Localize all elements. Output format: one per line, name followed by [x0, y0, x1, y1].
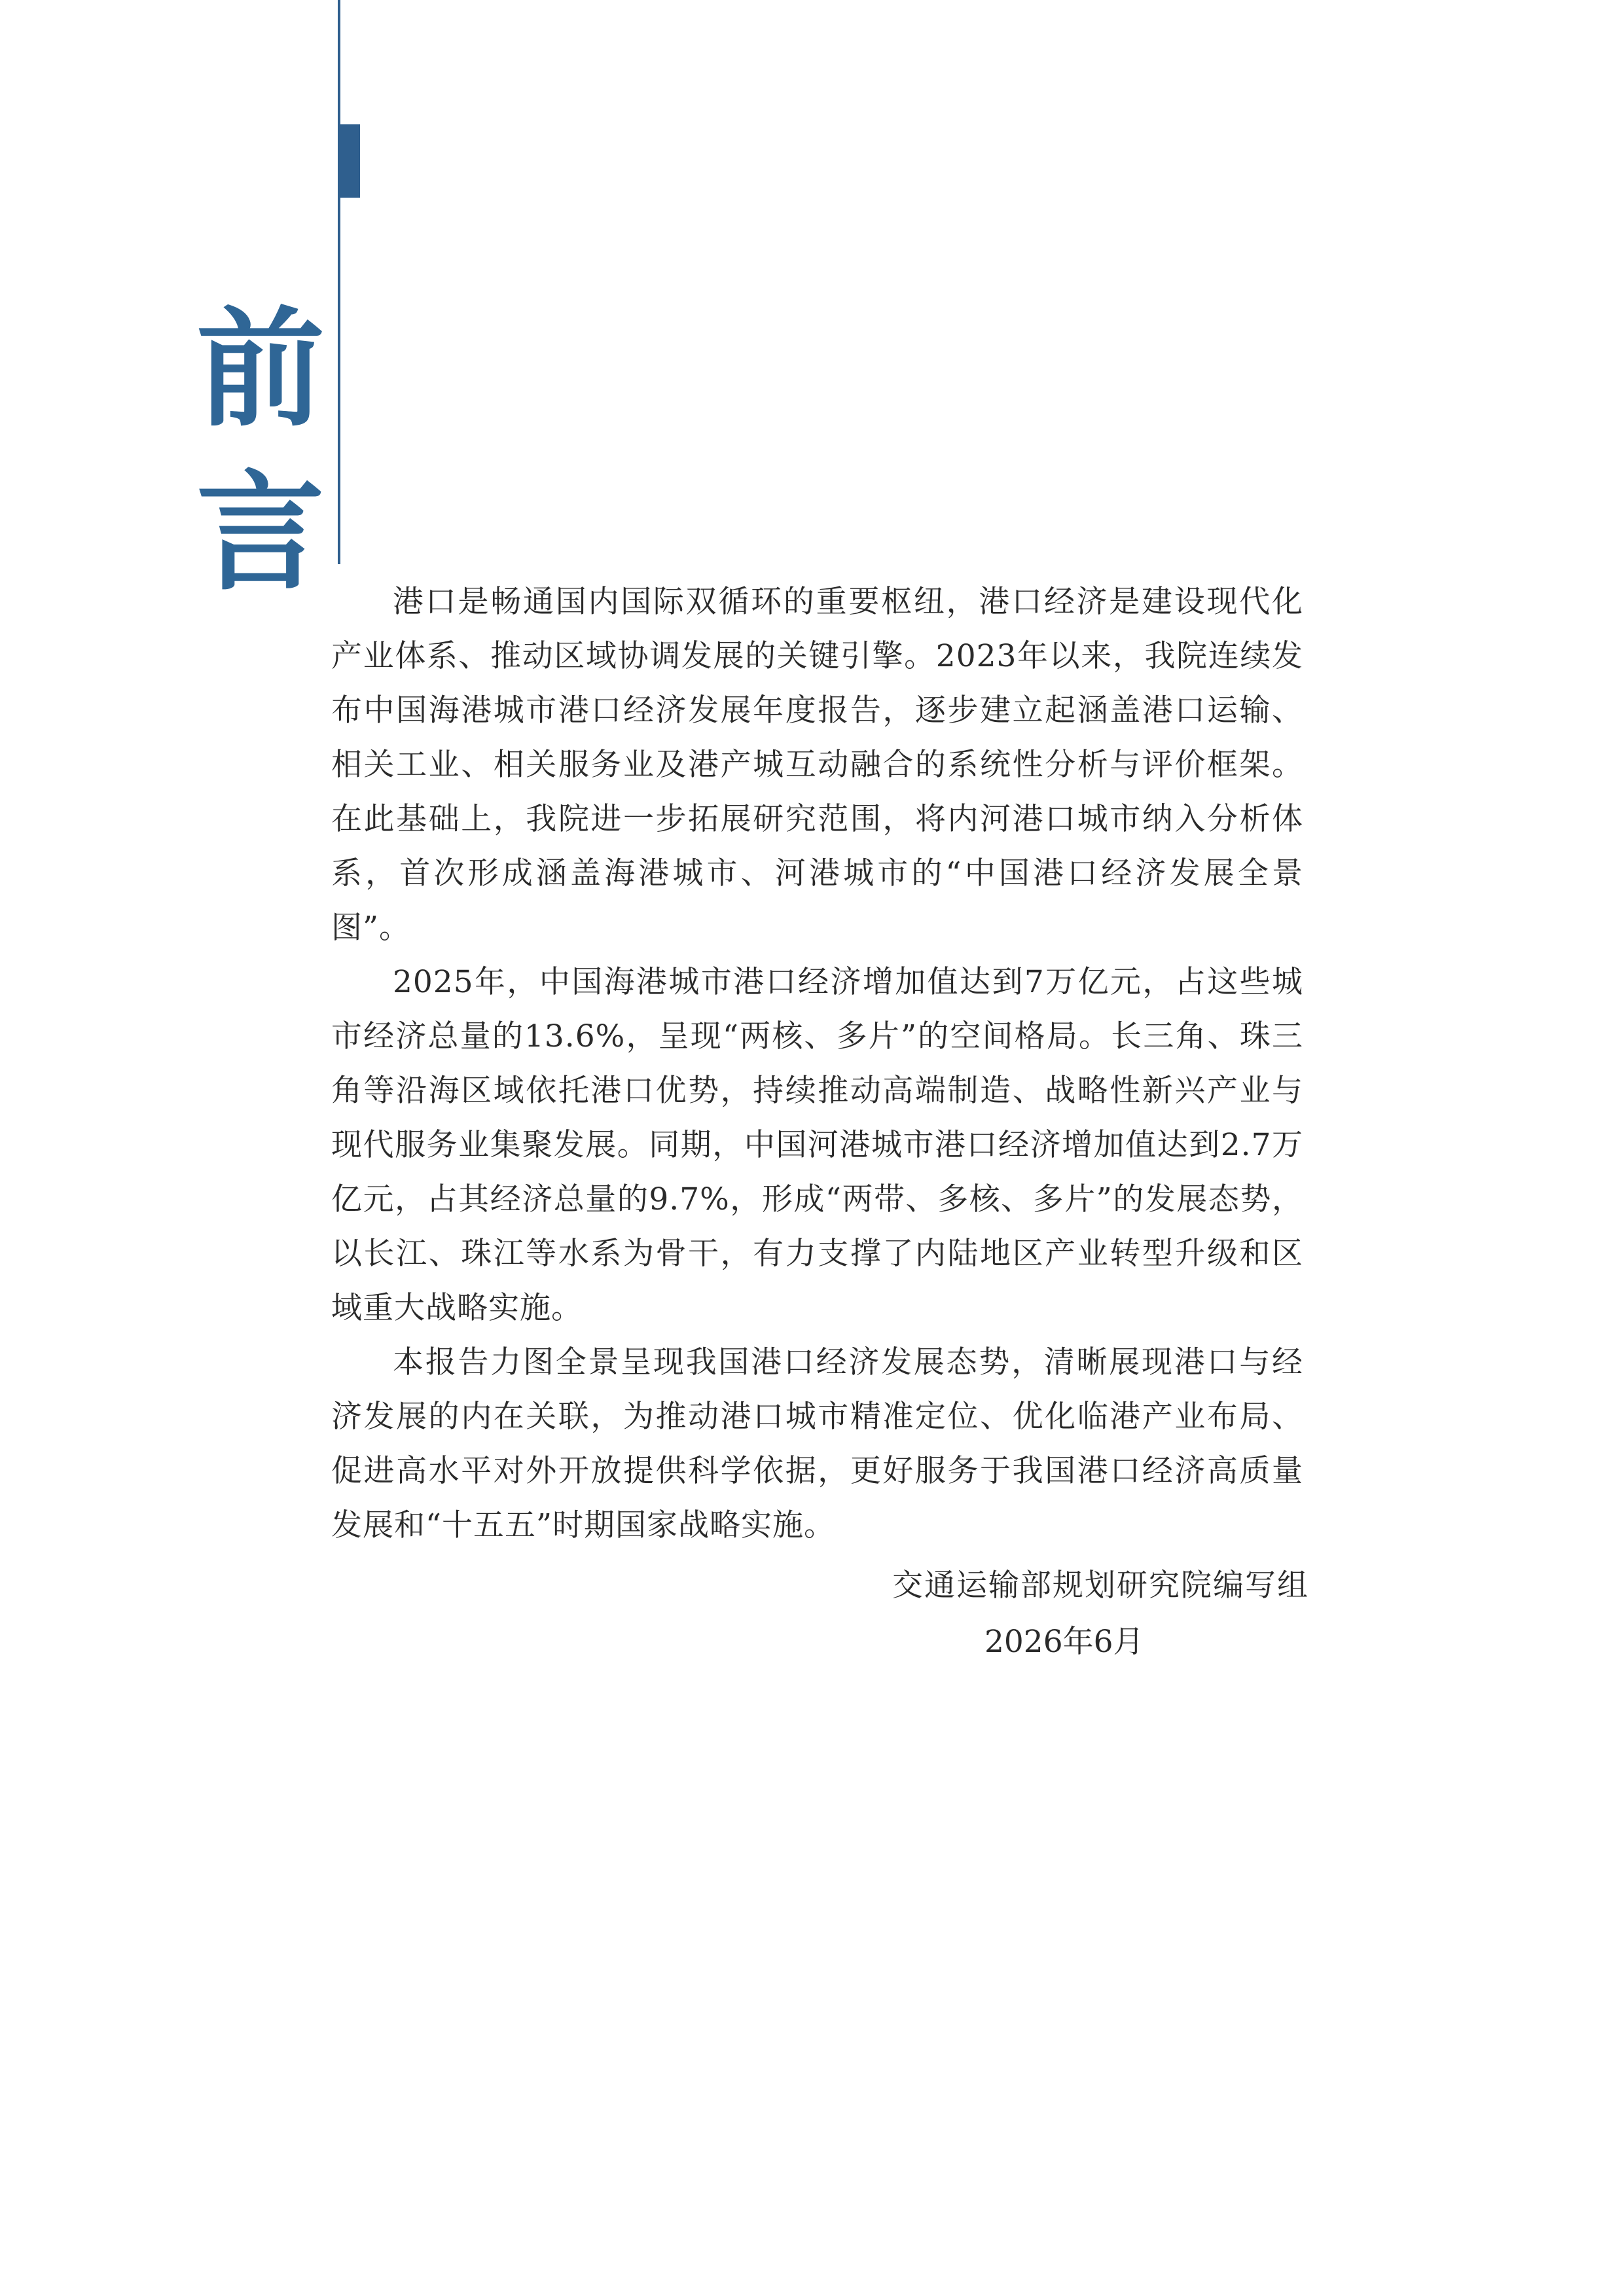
- publication-date: 2026年6月: [984, 1624, 1144, 1660]
- preface-body: [331, 575, 1303, 1552]
- paragraph-3: 本报告力图全景呈现我国港口经济发展态势，清晰展现港口与经济发展的内在关联，为推动港口城市精准定位、优化临港产业布局、促进高水平对外开放提供科学依据，更好服务于我国港口经济高质量发展和“十五五”时期国家战略实施。: [331, 1344, 1303, 1543]
- page-title: 前言: [196, 295, 325, 608]
- decorative-accent-bar: [340, 124, 360, 198]
- decorative-vertical-line: [338, 0, 340, 564]
- paragraph-1: 港口是畅通国内国际双循环的重要枢纽，港口经济是建设现代化产业体系、推动区域协调发展的关键引擎。2023年以来，我院连续发布中国海港城市港口经济发展年度报告，逐步建立起涵盖港口运输、相关工业、相关服务业及港产城互动融合的系统性分析与评价框架。在此基础上，我院进一步拓展研究范围，将内河港口城市纳入分析体系，首次形成涵盖海港城市、河港城市的“中国港口经济发展全景图”。: [331, 584, 1303, 946]
- paragraph-2: 2025年，中国海港城市港口经济增加值达到7万亿元，占这些城市经济总量的13.6%，呈现“两核、多片”的空间格局。长三角、珠三角等沿海区域依托港口优势，持续推动高端制造、战略性新兴产业与现代服务业集聚发展。同期，中国河港城市港口经济增加值达到2.7万亿元，占其经济总量的9.7%，形成“两带、多核、多片”的发展态势，以长江、珠江等水系为骨干，有力支撑了内陆地区产业转型升级和区域重大战略实施。: [331, 964, 1303, 1326]
- author-signature: 交通运输部规划研究院编写组: [892, 1568, 1309, 1604]
